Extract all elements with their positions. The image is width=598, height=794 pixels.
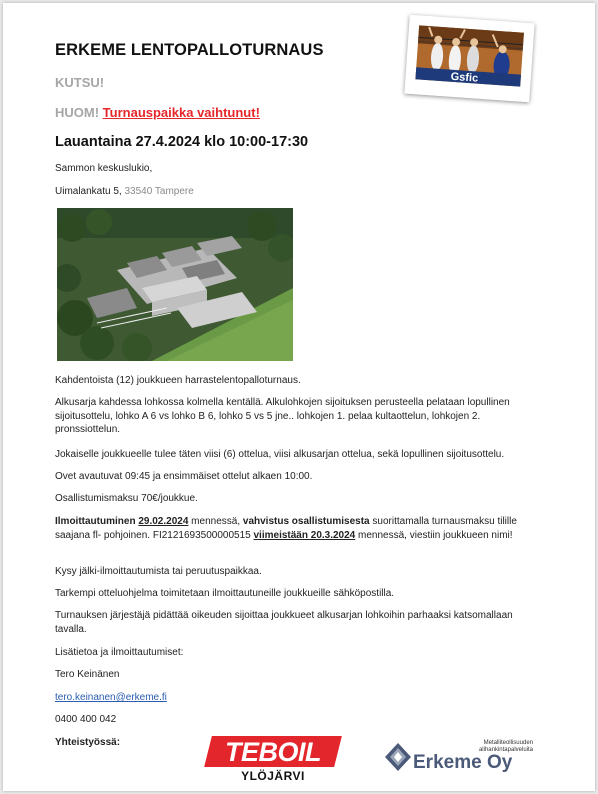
contact-email-link[interactable]: tero.keinanen@erkeme.fi: [55, 692, 167, 703]
registration-text-3: mennessä, viestiin joukkueen nimi!: [355, 529, 513, 541]
volleyball-photo-image: [404, 15, 534, 103]
school-building-photo: [57, 208, 293, 361]
registration-label: Ilmoittautuminen: [55, 516, 136, 527]
venue-changed-notice: Turnauspaikka vaihtunut!: [102, 105, 260, 120]
paragraph-10: Lisätietoa ja ilmoittautumiset:: [55, 647, 184, 658]
photo-text: Gsfic: [450, 70, 479, 85]
registration-text-2: suorittamalla turnausmaksu tilille saajana fl- pohjoinen. FI2121693500000515: [55, 516, 517, 541]
venue-address: [55, 185, 194, 199]
paragraph-5: Osallistumismaksu 70€/joukkue.: [55, 493, 198, 504]
confirmation-label: vahvistus osallistumisesta: [242, 516, 370, 527]
notice-prefix: HUOM!: [55, 105, 100, 120]
erkeme-tagline-1: Metalliteollisuuden: [483, 740, 533, 746]
document-page: [3, 3, 595, 791]
paragraph-9: Turnauksen järjestäjä pidättää oikeuden sijoittaa joukkueet alkusarjan lohkoihin parhaaksi katsomallaan tavalla.: [55, 610, 513, 635]
page-title: ERKEME LENTOPALLOTURNAUS: [55, 41, 324, 59]
contact-name: Tero Keinänen: [55, 669, 120, 680]
venue-street: Uimalankatu 5,: [55, 186, 125, 197]
volleyball-photo: [404, 15, 534, 103]
registration-text-1: mennessä,: [188, 516, 243, 527]
event-date: Lauantaina 27.4.2024 klo 10:00-17:30: [55, 134, 309, 150]
notice-line: [55, 105, 260, 120]
paragraph-3: Jokaiselle joukkueelle tulee täten viisi (6) ottelua, viisi alkusarjan ottelua, sekä lopullinen sijoitusottelu.: [55, 449, 505, 460]
paragraph-4: Ovet avautuvat 09:45 ja ensimmäiset ottelut alkaen 10:00.: [55, 471, 313, 482]
school-building-image: [57, 208, 293, 361]
teboil-logo: TEBOIL: [225, 737, 321, 767]
erkeme-tagline-2: alihankintapalveluita: [478, 747, 533, 753]
contact-phone: 0400 400 042: [55, 714, 117, 725]
erkeme-diamond-icon: [383, 741, 413, 773]
venue-postal: 33540 Tampere: [124, 186, 194, 197]
erkeme-logo-text: Erkeme Oy: [413, 752, 513, 773]
partners-label: Yhteistyössä:: [55, 737, 121, 748]
registration-deadline: 29.02.2024: [138, 516, 189, 527]
venue-name: Sammon keskuslukio,: [55, 163, 153, 174]
paragraph-2: Alkusarja kahdessa lohkossa kolmella kentällä. Alkulohkojen sijoituksen perusteella pelataan lopullinen sijoitusottelu, lohko A 6 vs lohko B 6, lohko 5 vs 5 jne.. lohkojen 1. pelaa kultaottelun, lohkojen 2. pronssiottelun.: [55, 397, 510, 435]
paragraph-7: Kysy jälki-ilmoittautumista tai peruutuspaikkaa.: [55, 566, 262, 577]
paragraph-1: Kahdentoista (12) joukkueen harrastelentopalloturnaus.: [55, 375, 301, 386]
teboil-location: YLÖJÄRVI: [241, 769, 305, 783]
payment-deadline: viimeistään 20.3.2024: [253, 529, 356, 541]
paragraph-8: Tarkempi otteluohjelma toimitetaan ilmoittautuneille joukkueille sähköpostilla.: [55, 588, 395, 599]
registration-paragraph: [55, 515, 543, 542]
invitation-label: KUTSU!: [55, 75, 105, 90]
